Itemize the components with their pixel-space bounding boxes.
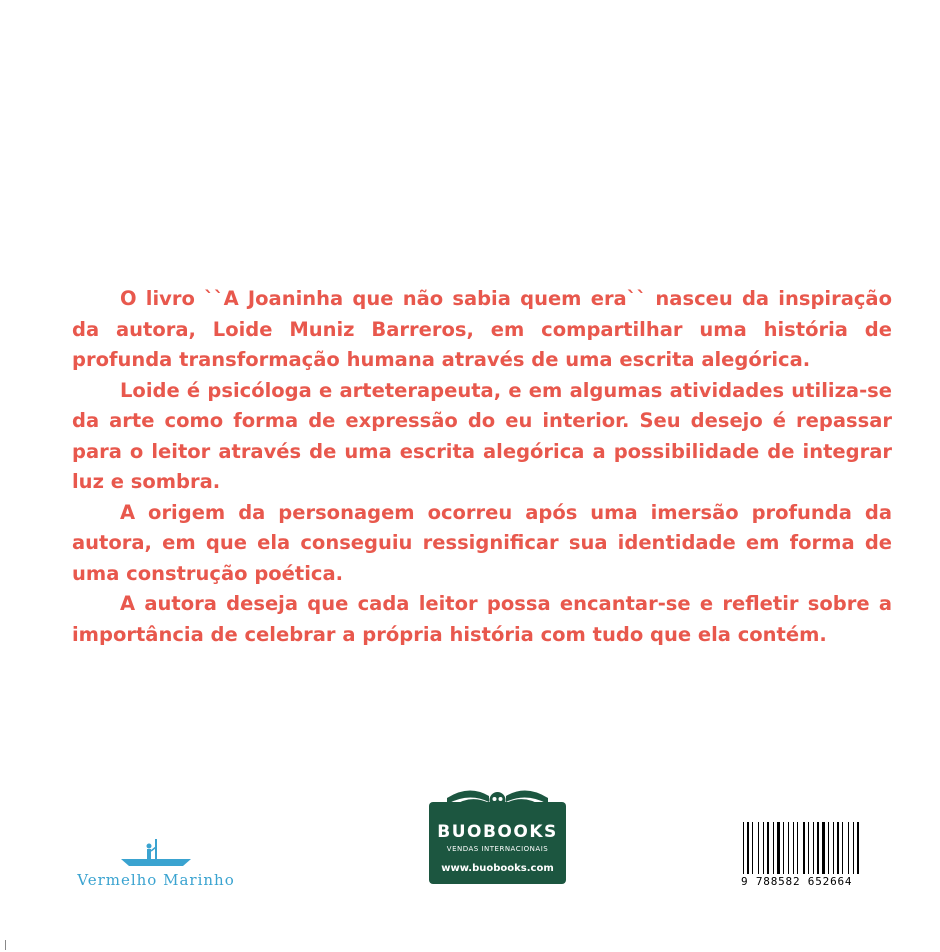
distributor-subtitle: VENDAS INTERNACIONAIS xyxy=(446,845,549,853)
barcode-bar xyxy=(747,822,749,874)
paragraph-4: A autora deseja que cada leitor possa encantar-se e refletir sobre a importância de celebrar a própria história com tudo que ela contém. xyxy=(72,592,892,646)
back-cover-text xyxy=(72,284,892,650)
barcode-bar xyxy=(848,822,849,874)
barcode-bar xyxy=(857,822,859,874)
barcode-bar xyxy=(803,822,805,874)
barcode-bar xyxy=(833,822,834,874)
distributor-logo xyxy=(429,802,566,884)
crop-mark xyxy=(5,940,6,950)
barcode-bar xyxy=(743,822,744,874)
isbn-barcode xyxy=(741,822,873,888)
barcode-bar xyxy=(842,822,843,874)
barcode-bar xyxy=(797,822,798,874)
barcode-bar xyxy=(853,822,854,874)
barcode-bar xyxy=(758,822,759,874)
publisher-name: Vermelho Marinho xyxy=(77,871,235,889)
barcode-bar xyxy=(783,822,784,874)
barcode-bar xyxy=(828,822,829,874)
barcode-bars xyxy=(741,822,871,874)
paragraph-3: A origem da personagem ocorreu após uma imersão profunda da autora, em que ela conseguiu ressignificar sua identidade em forma de uma construção poética. xyxy=(72,500,892,585)
paragraph-1: O livro ``A Joaninha que não sabia quem era`` nasceu da inspiração da autora, Loide Muniz Barreros, em compartilhar uma história de profunda transformação humana através de uma escrita alegórica. xyxy=(72,287,892,371)
barcode-bar xyxy=(808,822,809,874)
barcode-bar xyxy=(793,822,794,874)
owl-wings-icon xyxy=(429,782,566,812)
barcode-bar xyxy=(777,822,780,874)
barcode-bar xyxy=(813,822,814,874)
barcode-bar xyxy=(817,822,819,874)
barcode-bar xyxy=(788,822,789,874)
publisher-logo xyxy=(66,835,246,889)
barcode-bar xyxy=(822,822,825,874)
distributor-url: www.buobooks.com xyxy=(441,863,554,874)
barcode-bar xyxy=(767,822,769,874)
barcode-bar xyxy=(752,822,753,874)
barcode-bar xyxy=(773,822,774,874)
distributor-name: BUOBOOKS xyxy=(437,822,558,842)
paragraph-2: Loide é psicóloga e arteterapeuta, e em algumas atividades utiliza-se da arte como forma de expressão do eu interior. Seu desejo é repassar para o leitor através de uma escrita alegórica a possibilidade de integrar luz e sombra. xyxy=(72,378,892,493)
barcode-bar xyxy=(837,822,839,874)
barcode-number: 9 788582 652664 xyxy=(741,875,853,888)
barcode-bar xyxy=(763,822,764,874)
boat-icon xyxy=(111,835,201,869)
